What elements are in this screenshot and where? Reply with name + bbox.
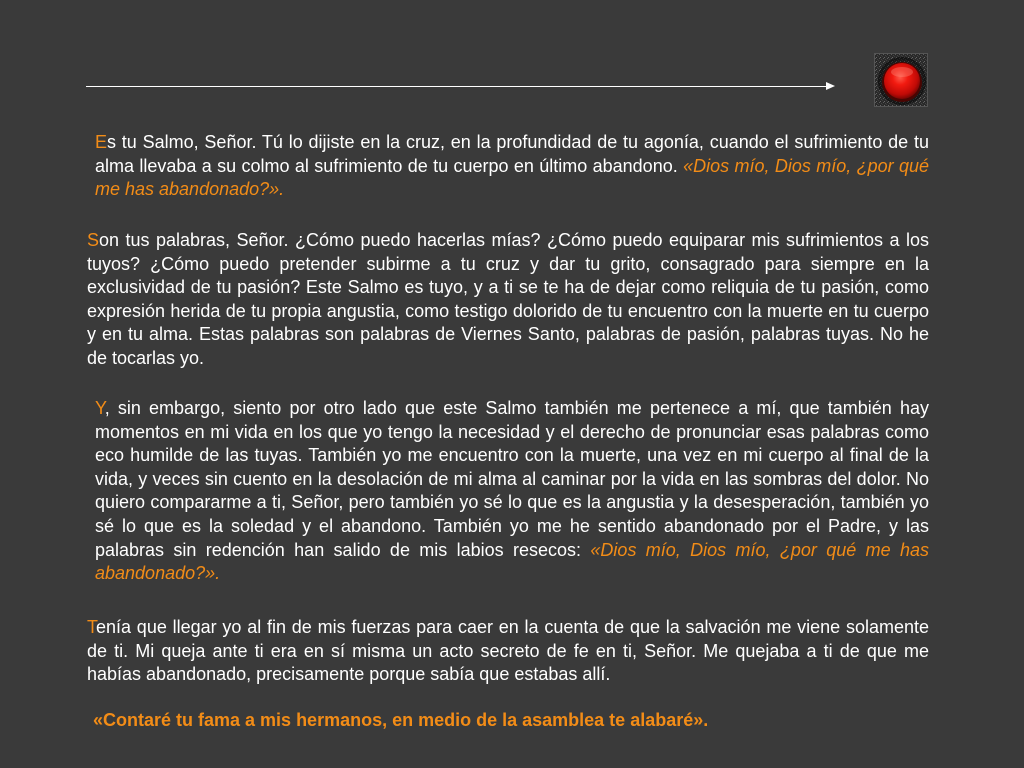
paragraph-1-initial: E xyxy=(95,132,108,152)
stop-button[interactable] xyxy=(874,53,928,107)
paragraph-3-initial: Y xyxy=(95,398,105,418)
paragraph-2-text: on tus palabras, Señor. ¿Cómo puedo hacerlas mías? ¿Cómo puedo equiparar mis sufrimientos a los tuyos? ¿Cómo puedo pretender subirme a tu cruz y dar tu grito, consagrado para siempre en la exclusividad de tu pasión? Este Salmo es tuyo, y a ti se te ha de dejar como reliquia de tu pasión, como expresión herida de tu propia angustia, como testigo dolorido de tu encuentro con la muerte en tu cuerpo y en tu alma. Estas palabras son palabras de Viernes Santo, palabras de pasión, palabras tuyas. No he de tocarlas yo. xyxy=(87,230,929,368)
paragraph-1-text: s tu Salmo, Señor. Tú lo dijiste en la cruz, en la profundidad de tu agonía, cuando el sufrimiento de tu alma llevaba a su colmo al sufrimiento de tu cuerpo en último abandono. xyxy=(95,132,929,176)
paragraph-3-quote: «Dios mío, Dios mío, ¿por qué me has abandonado?». xyxy=(95,539,929,584)
paragraph-2-initial: S xyxy=(87,230,100,250)
paragraph-1 xyxy=(95,131,929,202)
paragraph-1-quote: «Dios mío, Dios mío, ¿por qué me has abandonado?». xyxy=(95,155,930,200)
paragraph-4-initial: T xyxy=(87,617,96,637)
paragraph-3 xyxy=(95,397,929,586)
red-stop-icon xyxy=(875,54,928,107)
paragraph-4-text: enía que llegar yo al fin de mis fuerzas para caer en la cuenta de que la salvación me viene solamente de ti. Mi queja ante ti era en sí misma un acto secreto de fe en ti, Señor. Me quejaba a ti de que me habías abandonado, precisamente porque sabía que estabas allí. xyxy=(87,617,929,685)
paragraph-3-text: , sin embargo, siento por otro lado que este Salmo también me pertenece a mí, que también hay momentos en mi vida en los que yo tengo la necesidad y el derecho de pronunciar esas palabras como eco humilde de las tuyas. También yo me encuentro con la muerte, una vez en mi cuerpo al final de la vida, y veces sin cuento en la desolación de mi alma al caminar por la vida en las sombras del dolor. No quiero compararme a ti, Señor, pero también yo sé lo que es la angustia y la desesperación, también yo sé lo que es la soledad y el abandono. También yo me he sentido abandonado por el Padre, y las palabras sin redención han salido de mis labios resecos: xyxy=(95,398,929,560)
right-arrow-icon xyxy=(826,82,835,90)
paragraph-2 xyxy=(87,229,929,371)
closing-verse: «Contaré tu fama a mis hermanos, en medio de la asamblea te alabaré». xyxy=(93,710,709,730)
paragraph-4 xyxy=(87,616,929,687)
arrow-line xyxy=(86,86,832,87)
